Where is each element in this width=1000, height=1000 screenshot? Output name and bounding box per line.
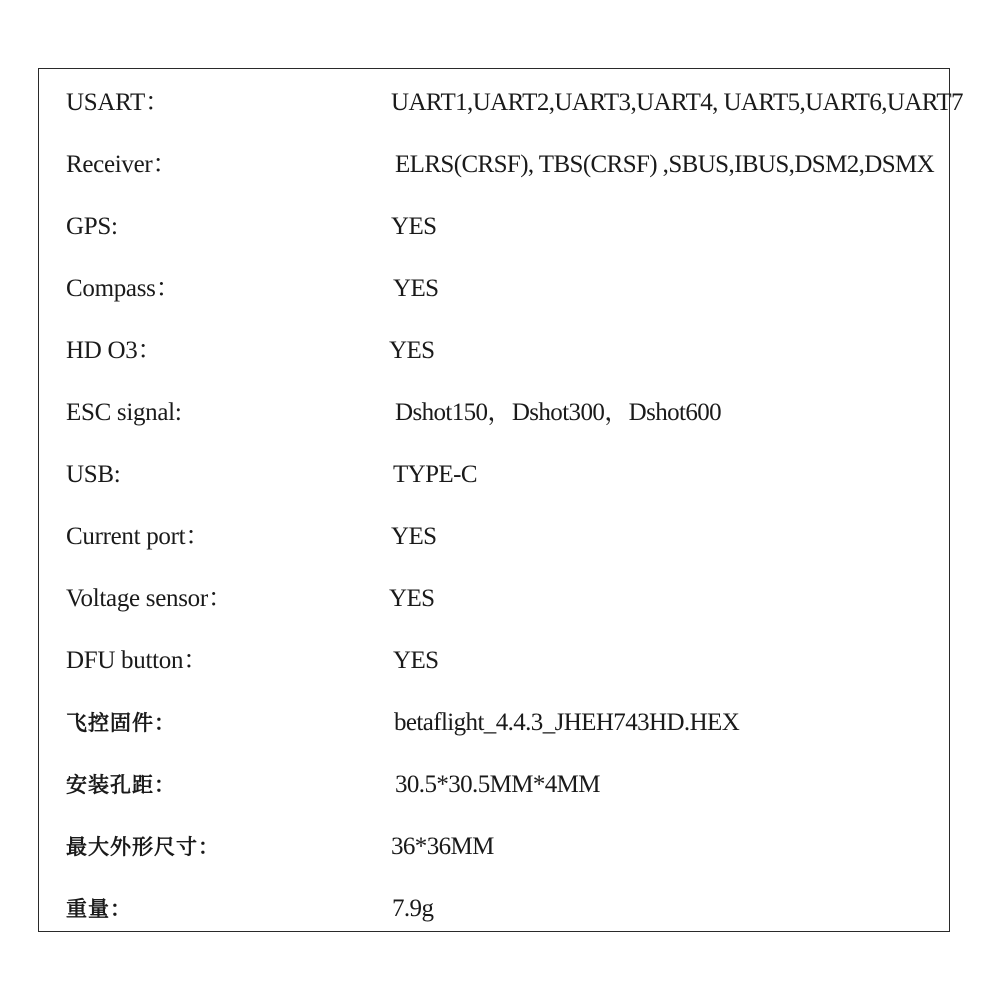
spec-label: 最大外形尺寸：	[66, 834, 220, 859]
spec-row-usart	[39, 83, 963, 123]
spec-row-current-port	[39, 517, 949, 557]
spec-row-usb	[39, 455, 949, 495]
spec-label: Compass：	[66, 275, 181, 302]
spec-value: YES	[393, 647, 439, 674]
spec-row-gps	[39, 207, 949, 247]
spec-label: Receiver：	[66, 151, 178, 178]
spec-row-max-dimensions	[39, 827, 949, 867]
spec-label: DFU button：	[66, 647, 208, 674]
spec-label: USART：	[66, 89, 170, 116]
spec-value: 7.9g	[392, 895, 434, 922]
spec-value: Dshot150，Dshot300，Dshot600	[395, 399, 722, 426]
spec-value: betaflight_4.4.3_JHEH743HD.HEX	[394, 709, 740, 736]
spec-value: TYPE-C	[393, 461, 477, 488]
spec-label: HD O3：	[66, 337, 163, 364]
spec-row-compass	[39, 269, 949, 309]
spec-label: GPS:	[66, 213, 118, 240]
spec-value: YES	[393, 275, 439, 302]
spec-row-esc-signal	[39, 393, 949, 433]
spec-value: YES	[389, 585, 435, 612]
spec-table	[38, 68, 963, 932]
spec-label: 飞控固件：	[66, 710, 176, 735]
spec-label: Current port：	[66, 523, 210, 550]
spec-row-weight	[39, 889, 949, 929]
spec-value: YES	[391, 523, 437, 550]
spec-value: ELRS(CRSF), TBS(CRSF) ,SBUS,IBUS,DSM2,DSMX	[395, 151, 935, 178]
spec-label: 重量：	[66, 896, 132, 921]
spec-row-dfu-button	[39, 641, 949, 681]
spec-value: 30.5*30.5MM*4MM	[395, 771, 600, 798]
spec-label: USB:	[66, 461, 121, 488]
spec-row-receiver	[39, 145, 949, 185]
spec-label: ESC signal:	[66, 399, 182, 426]
spec-value: UART1,UART2,UART3,UART4, UART5,UART6,UART7	[391, 89, 963, 116]
spec-value: YES	[389, 337, 435, 364]
spec-label: 安装孔距：	[66, 772, 176, 797]
spec-row-voltage-sensor	[39, 579, 949, 619]
spec-row-mounting-holes	[39, 765, 949, 805]
spec-label: Voltage sensor：	[66, 585, 233, 612]
spec-row-firmware	[39, 703, 949, 743]
spec-value: 36*36MM	[391, 833, 494, 860]
spec-row-hd-o3	[39, 331, 949, 371]
spec-value: YES	[391, 213, 437, 240]
